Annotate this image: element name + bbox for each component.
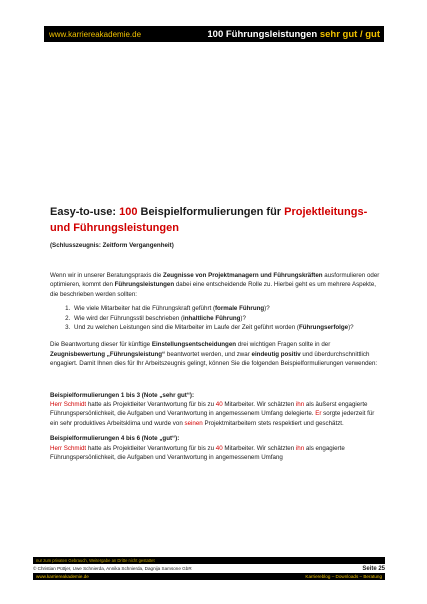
s1-text-2: Mitarbeiter. Wir schätzten xyxy=(222,401,296,409)
question-bold: Führungserfolge xyxy=(298,324,349,332)
footer-url[interactable]: www.karriereakademie.de xyxy=(36,574,89,579)
question-text: Wie wird der Führungsstil beschrieben ( xyxy=(74,314,184,322)
s2-pronoun-1: ihn xyxy=(295,444,305,452)
second-paragraph xyxy=(50,340,380,368)
footer-links[interactable]: Karriereblog – Downloads – Beratung xyxy=(305,574,382,579)
s2-name: Herr Schmidt xyxy=(50,444,87,452)
title-prefix: Easy-to-use: xyxy=(50,206,120,218)
s1-pronoun-3: seinen xyxy=(184,419,203,427)
s2-number: 40 xyxy=(215,444,223,452)
document-subtitle: (Schlusszeugnis: Zeitform Vergangenheit) xyxy=(50,242,174,249)
question-end: )? xyxy=(264,305,270,313)
para2-text-3: beantwortet werden, und zwar xyxy=(165,350,252,358)
section-2-title: Beispielformulierungen 4 bis 6 (Note „gut“): xyxy=(50,435,180,443)
question-end: )? xyxy=(348,324,354,332)
question-bold: inhaltliche Führung xyxy=(183,314,241,322)
s1-name: Herr Schmidt xyxy=(50,401,87,409)
list-item xyxy=(72,314,380,323)
s1-pronoun-2: Er xyxy=(315,410,322,418)
header-title-highlight: sehr gut / gut xyxy=(319,28,380,40)
list-item xyxy=(72,323,380,332)
para2-text-4: und überdurchschnittlich engagiert. Damit Ihnen dies für Ihr Arbeitszeugnis gelingt, können Sie die folgenden Beispielformulierungen verwenden: xyxy=(50,350,378,368)
s1-text-4: sorgte jederzeit für ein sehr produktives Arbeitsklima und wurde von xyxy=(50,410,375,427)
question-text: Und zu welchen Leistungen sind die Mitarbeiter im Laufe der Zeit geführt worden ( xyxy=(74,324,299,332)
footer-copyright: © Christian Püttjer, Uwe Schnierda, Annika Schnierda, Dagnija Samsone GbR xyxy=(33,566,192,571)
section-1-text xyxy=(50,400,380,428)
intro-text-3: dabei eine entscheidende Rolle zu. Hierbei geht es um mehrere Aspekte, die beschrieben werden sollten: xyxy=(50,281,377,298)
title-highlight: Projektleitungs- und Führungsleistungen xyxy=(50,206,368,234)
s1-text-5: Projektmitarbeitern stets respektiert und geschätzt. xyxy=(202,419,344,427)
title-number: 100 xyxy=(119,206,138,218)
para2-text-1: Die Beantwortung dieser für künftige xyxy=(50,341,152,349)
questions-list xyxy=(50,304,380,332)
s2-text-1: hatte als Projektleiter Verantwortung für bis zu xyxy=(86,444,216,452)
s1-text-3: als äußerst engagierte Führungspersönlichkeit, die Aufgaben und Verantwortung in angemessenem Umfang delegierte. xyxy=(50,401,368,418)
main-content xyxy=(50,204,380,463)
s1-text-1: hatte als Projektleiter Verantwortung für bis zu xyxy=(86,401,216,409)
header-bar xyxy=(44,26,384,42)
intro-text-1: Wenn wir in unserer Beratungspraxis die xyxy=(50,272,164,279)
para2-bold-2: Zeugnisbewertung „Führungsleistung“ xyxy=(50,350,166,358)
header-title xyxy=(207,29,380,40)
s2-text-2: Mitarbeiter. Wir schätzten xyxy=(222,444,296,452)
section-1-title: Beispielformulierungen 1 bis 3 (Note „sehr gut“): xyxy=(50,391,195,399)
footer-links-row xyxy=(33,573,385,580)
s1-pronoun-1: ihn xyxy=(295,401,305,409)
list-item xyxy=(72,304,380,313)
intro-bold-1: Zeugnisse von Projektmanagern und Führungskräften xyxy=(163,272,323,279)
header-url[interactable]: www.karriereakademie.de xyxy=(49,29,142,39)
s2-text-3: als engagierte Führungspersönlichkeit, die Aufgaben und Verantwortung in angemessenem Umfang xyxy=(50,444,345,462)
footer-usage-note: nur zum privaten Gebrauch, Weitergabe an Dritte nicht gestattet xyxy=(33,557,385,564)
question-text: Wie viele Mitarbeiter hat die Führungskraft geführt ( xyxy=(74,305,215,313)
question-end: )? xyxy=(240,314,246,322)
document-title xyxy=(50,204,380,236)
footer-copyright-row xyxy=(33,565,385,573)
intro-paragraph xyxy=(50,271,380,299)
intro-text-2: ausformulieren oder optimieren, kommt den xyxy=(50,272,380,289)
question-bold: formale Führung xyxy=(215,305,265,313)
header-title-main: 100 Führungsleistungen xyxy=(207,28,320,40)
s1-number: 40 xyxy=(215,401,223,409)
para2-text-2: drei wichtigen Fragen sollte in der xyxy=(236,341,331,349)
para2-bold-3: eindeutig positiv xyxy=(251,350,301,358)
intro-bold-2: Führungsleistungen xyxy=(114,281,175,289)
section-2-text xyxy=(50,444,380,463)
para2-bold-1: Einstellungsentscheidungen xyxy=(151,341,237,349)
page-number: Seite 25 xyxy=(362,566,385,572)
title-middle: Beispielformulierungen für xyxy=(137,206,285,218)
